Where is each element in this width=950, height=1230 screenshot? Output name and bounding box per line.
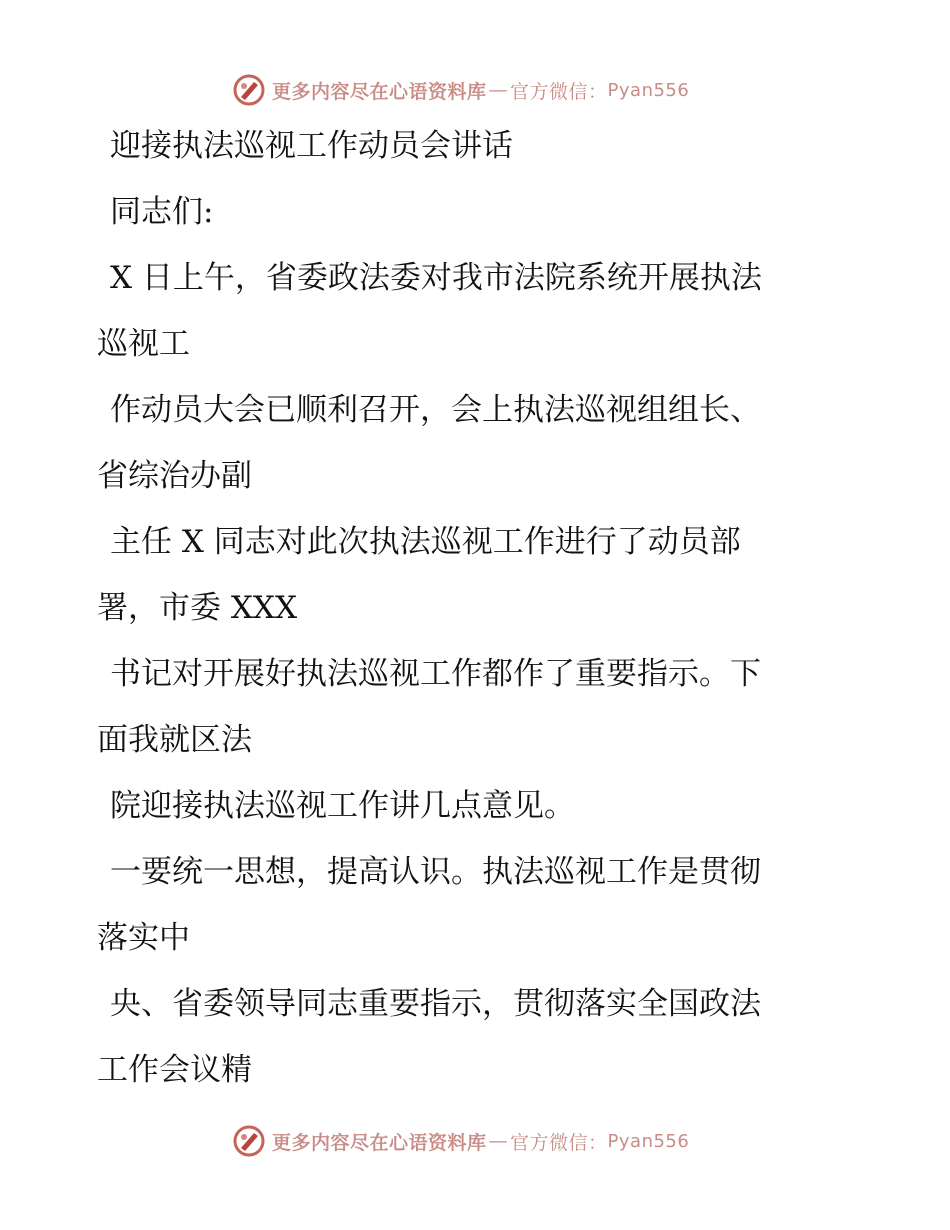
paragraph — [97, 773, 837, 839]
paragraph-line: 一要统一思想，提高认识。执法巡视工作是贯彻 — [110, 854, 761, 890]
document-body — [97, 113, 837, 1103]
paragraph-line-continued: 工作会议精 — [97, 1052, 252, 1088]
paragraph — [97, 179, 837, 245]
paragraph — [97, 245, 837, 377]
paragraph-line-continued: 省综治办副 — [97, 458, 252, 494]
paragraph-line: 书记对开展好执法巡视工作都作了重要指示。下 — [110, 656, 761, 692]
paragraph-line: 央、省委领导同志重要指示，贯彻落实全国政法 — [110, 986, 761, 1022]
banner-brand-text: 更多内容尽在心语资料库 — [272, 1131, 487, 1154]
banner-wechat-label: 官方微信： — [510, 80, 608, 103]
banner-wechat-id: Pyan556 — [607, 1130, 690, 1152]
paragraph-line: 作动员大会已顺利召开，会上执法巡视组组长、 — [110, 392, 761, 428]
paragraph — [97, 839, 837, 971]
banner-wechat-id: Pyan556 — [607, 79, 690, 101]
watermark-banner-top — [232, 70, 689, 110]
paragraph — [97, 509, 837, 641]
paragraph-line: 主任 X 同志对此次执法巡视工作进行了动员部 — [110, 524, 741, 560]
paragraph-line-continued: 落实中 — [97, 920, 190, 956]
paragraph-line-continued: 面我就区法 — [97, 722, 252, 758]
banner-separator: — — [488, 1130, 509, 1152]
banner-brand-text: 更多内容尽在心语资料库 — [272, 80, 487, 103]
paragraph-line: X 日上午，省委政法委对我市法院系统开展执法 — [110, 260, 762, 296]
banner-separator: — — [488, 79, 509, 101]
paragraph-line-continued: 巡视工 — [97, 326, 190, 362]
paragraph-line: 院迎接执法巡视工作讲几点意见。 — [110, 788, 575, 824]
document-title: 迎接执法巡视工作动员会讲话 — [110, 128, 513, 164]
paragraph — [97, 971, 837, 1103]
banner-wechat-label: 官方微信： — [510, 1131, 608, 1154]
paragraph — [97, 377, 837, 509]
watermark-banner-bottom — [232, 1121, 689, 1161]
brand-logo-icon — [232, 73, 266, 107]
brand-logo-icon — [232, 1124, 266, 1158]
paragraph-line-continued: 署，市委 XXX — [97, 590, 298, 626]
paragraph-line: 同志们: — [110, 194, 214, 230]
paragraph — [97, 641, 837, 773]
